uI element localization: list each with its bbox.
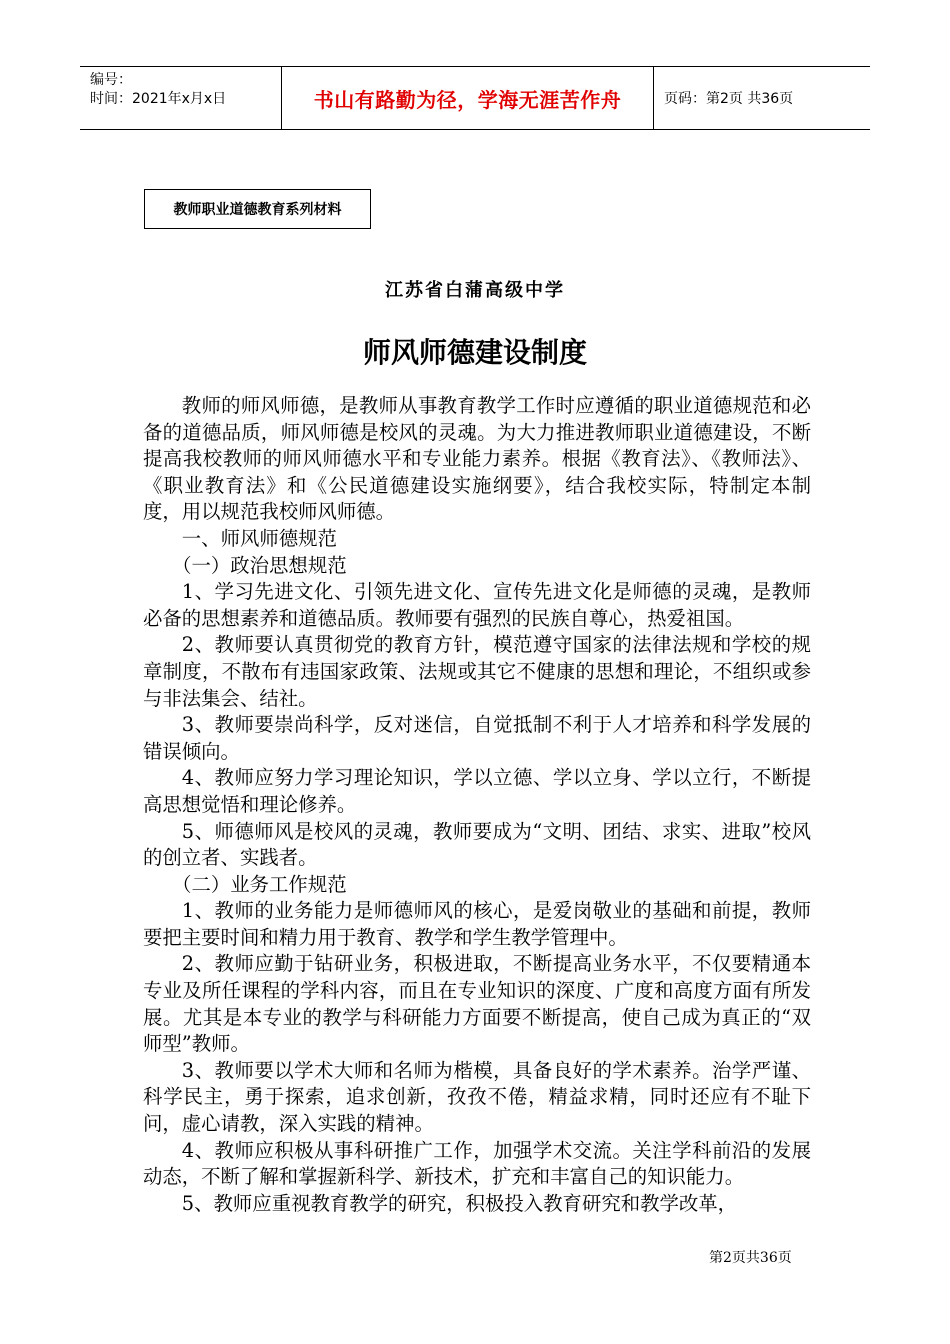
header-page-info: 页码：第2页 共36页	[664, 91, 794, 107]
subsection-heading: （二）业务工作规范	[172, 872, 347, 896]
time-label: 时间：2021年x月x日	[90, 91, 227, 107]
subsection-heading: （一）政治思想规范	[172, 553, 347, 577]
paragraph: 4、教师应努力学习理论知识，学以立德、学以立身、学以立行，不断提高思想觉悟和理论修养。	[143, 766, 811, 816]
number-label: 编号：	[90, 72, 132, 88]
paragraph: 2、教师要认真贯彻党的教育方针，模范遵守国家的法律法规和学校的规章制度，不散布有违国家政策、法规或其它不健康的思想和理论，不组织或参与非法集会、结社。	[143, 633, 811, 710]
paragraph: 5、师德师风是校风的灵魂，教师要成为“文明、团结、求实、进取”校风的创立者、实践者。	[143, 819, 811, 870]
paragraph: 3、教师要崇尚科学，反对迷信，自觉抵制不利于人才培养和科学发展的错误倾向。	[143, 713, 811, 763]
header-motto: 书山有路勤为径，学海无涯苦作舟	[282, 67, 654, 129]
series-label-box: 教师职业道德教育系列材料	[144, 189, 371, 229]
document-body	[143, 393, 811, 1217]
paragraph: 3、教师要以学术大师和名师为楷模，具备良好的学术素养。治学严谨、科学民主，勇于探索，追求创新，孜孜不倦，精益求精，同时还应有不耻下问，虚心请教，深入实践的精神。	[143, 1058, 811, 1136]
paragraph: 2、教师应勤于钻研业务，积极进取，不断提高业务水平，不仅要精通本专业及所任课程的学科内容，而且在专业知识的深度、广度和高度方面有所发展。尤其是本专业的教学与科研能力方面要不断提高，使自己成为真正的“双师型”教师。	[143, 952, 811, 1056]
school-name: 江苏省白蒲高级中学	[385, 280, 565, 301]
page-footer: 第2页共36页	[709, 1250, 792, 1266]
paragraph: 4、教师应积极从事科研推广工作，加强学术交流。关注学科前沿的发展动态，不断了解和掌握新科学、新技术，扩充和丰富自己的知识能力。	[143, 1138, 811, 1189]
paragraph: 教师的师风师德，是教师从事教育教学工作时应遵循的职业道德规范和必备的道德品质，师风师德是校风的灵魂。为大力推进教师职业道德建设，不断提高我校教师的师风师德水平和专业能力素养。根据《教育法》、《教师法》、《职业教育法》和《公民道德建设实施纲要》，结合我校实际，特制定本制度，用以规范我校师风师德。	[143, 394, 811, 524]
paragraph: 5、教师应重视教育教学的研究，积极投入教育研究和教学改革，	[181, 1191, 738, 1215]
paragraph: 1、学习先进文化、引领先进文化、宣传先进文化是师德的灵魂，是教师必备的思想素养和道德品质。教师要有强烈的民族自尊心，热爱祖国。	[143, 580, 811, 630]
document-title: 师风师德建设制度	[362, 336, 587, 369]
section-heading: 一、师风师德规范	[181, 526, 337, 550]
header-meta	[80, 67, 282, 129]
paragraph: 1、教师的业务能力是师德师风的核心，是爱岗敬业的基础和前提，教师要把主要时间和精力用于教育、教学和学生教学管理中。	[143, 899, 811, 949]
page-header	[80, 66, 870, 130]
